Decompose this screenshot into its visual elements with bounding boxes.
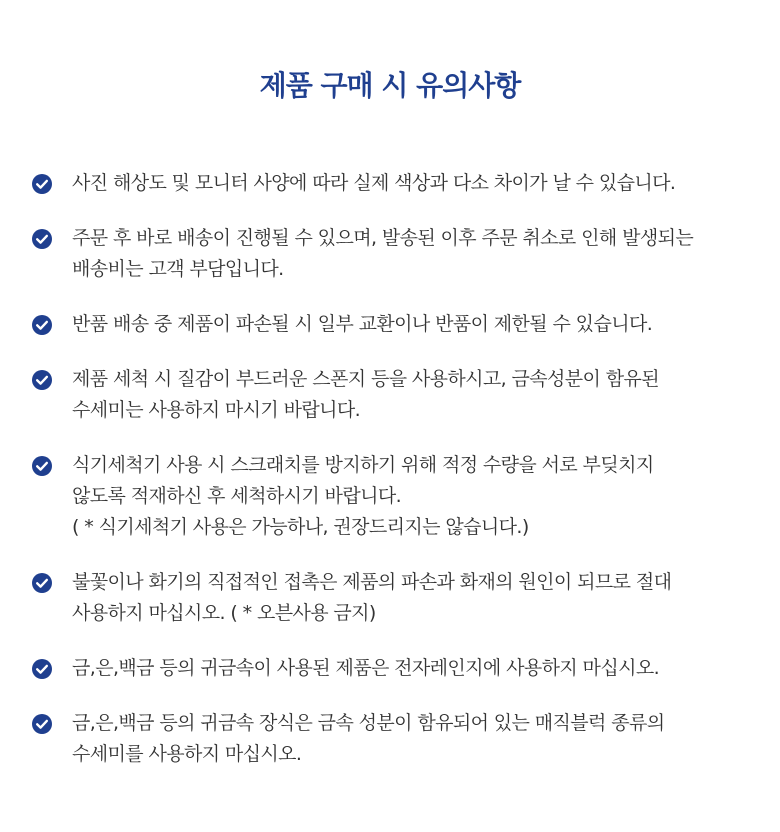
notice-text: 주문 후 바로 배송이 진행될 수 있으며, 발송된 이후 주문 취소로 인해 발생되는 <box>72 227 694 249</box>
notice-text: 금,은,백금 등의 귀금속 장식은 금속 성분이 함유되어 있는 매직블럭 종류의 <box>72 712 665 734</box>
notice-text: ( * 식기세척기 사용은 가능하나, 권장드리지는 않습니다.) <box>72 516 529 538</box>
notice-text: 사진 해상도 및 모니터 사양에 따라 실제 색상과 다소 차이가 날 수 있습니다. <box>72 172 676 194</box>
notice-text: 수세미를 사용하지 마십시오. <box>72 743 302 765</box>
check-circle-icon <box>32 573 52 593</box>
notice-item <box>32 168 754 199</box>
notice-item <box>32 653 754 684</box>
notice-text: 식기세척기 사용 시 스크래치를 방지하기 위해 적정 수량을 서로 부딪치지 <box>72 454 654 476</box>
notice-text: 배송비는 고객 부담입니다. <box>72 258 284 280</box>
notice-text: 않도록 적재하신 후 세척하시기 바랍니다. <box>72 485 402 507</box>
page-title: 제품 구매 시 유의사항 <box>259 69 521 102</box>
notice-text: 제품 세척 시 질감이 부드러운 스폰지 등을 사용하시고, 금속성분이 함유된 <box>72 368 660 390</box>
notice-list <box>32 168 754 794</box>
check-circle-icon <box>32 456 52 476</box>
notice-text: 금,은,백금 등의 귀금속이 사용된 제품은 전자레인지에 사용하지 마십시오. <box>72 657 660 679</box>
check-circle-icon <box>32 315 52 335</box>
notice-text: 불꽃이나 화기의 직접적인 접촉은 제품의 파손과 화재의 원인이 되므로 절대 <box>72 571 672 593</box>
notice-text: 반품 배송 중 제품이 파손될 시 일부 교환이나 반품이 제한될 수 있습니다. <box>72 313 653 335</box>
notice-item <box>32 450 754 543</box>
notice-item <box>32 309 754 340</box>
notice-text: 수세미는 사용하지 마시기 바랍니다. <box>72 399 361 421</box>
notice-item <box>32 223 754 285</box>
check-circle-icon <box>32 714 52 734</box>
notice-item <box>32 364 754 426</box>
check-circle-icon <box>32 659 52 679</box>
notice-item <box>32 708 754 770</box>
check-circle-icon <box>32 370 52 390</box>
notice-item <box>32 567 754 629</box>
check-circle-icon <box>32 174 52 194</box>
notice-text: 사용하지 마십시오. ( * 오븐사용 금지) <box>72 602 376 624</box>
check-circle-icon <box>32 229 52 249</box>
